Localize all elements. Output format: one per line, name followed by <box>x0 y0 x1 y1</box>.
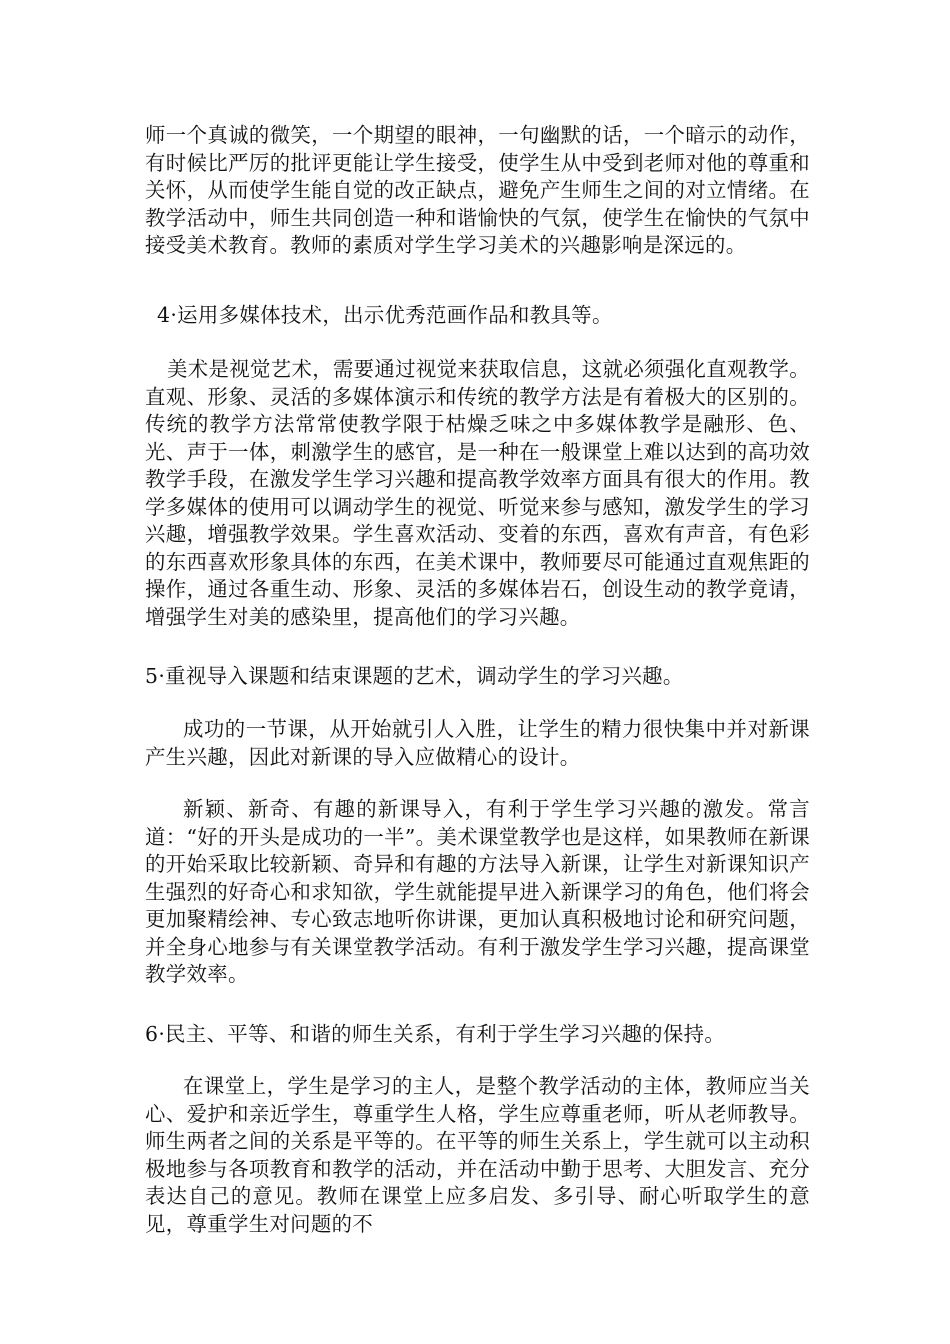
paragraph-relationship: 在课堂上，学生是学习的主人，是整个教学活动的主体，教师应当关心、爱护和亲近学生，尊重学生人格，学生应尊重老师，听从老师教导。师生两者之间的关系是平等的。在平等的师生关系上，学生就可以主动积极地参与各项教育和教学的活动，并在活动中勤于思考、大胆发言、充分表达自己的意见。教师在课堂上应多启发、多引导、耐心听取学生的意见，尊重学生对问题的不 <box>145 1074 810 1236</box>
paragraph-lesson-start: 成功的一节课，从开始就引人入胜，让学生的精力很快集中并对新课产生兴趣，因此对新课的导入应做精心的设计。 <box>145 717 810 769</box>
section-heading-5: 5·重视导入课题和结束课题的艺术，调动学生的学习兴趣。 <box>145 664 684 688</box>
section-heading-4: 4·运用多媒体技术，出示优秀范画作品和教具等。 <box>157 303 613 327</box>
paragraph-multimedia: 美术是视觉艺术，需要通过视觉来获取信息，这就必须强化直观教学。直观、形象、灵活的多媒体演示和传统的教学方法是有着极大的区别的。传统的教学方法常常使教学限于枯燥乏味之中多媒体教学是融形、色、光、声于一体，刺激学生的感官，是一种在一般课堂上难以达到的高功效教学手段，在激发学生学习兴趣和提高教学效率方面具有很大的作用。教学多媒体的使用可以调动学生的视觉、听觉来参与感知，激发学生的学习兴趣，增强教学效果。学生喜欢活动、变着的东西，喜欢有声音，有色彩的东西喜欢形象具体的东西，在美术课中，教师要尽可能通过直观焦距的操作，通过各重生动、形象、灵活的多媒体岩石，创设生动的教学竟请，增强学生对美的感染里，提高他们的学习兴趣。 <box>145 357 810 629</box>
paragraph-lesson-intro: 新颖、新奇、有趣的新课导入，有利于学生学习兴趣的激发。常言道：“好的开头是成功的一半”。美术课堂教学也是这样，如果教师在新课的开始采取比较新颖、奇异和有趣的方法导入新课，让学生对新课知识产生强烈的好奇心和求知欲，学生就能提早进入新课学习的角色，他们将会更加聚精绘神、专心致志地听你讲课，更加认真积极地讨论和研究问题，并全身心地参与有关课堂教学活动。有利于激发学生学习兴趣，提高课堂教学效率。 <box>145 797 810 986</box>
paragraph-continued: 师一个真诚的微笑，一个期望的眼神，一句幽默的话，一个暗示的动作，有时候比严厉的批评更能让学生接受，使学生从中受到老师对他的尊重和关怀，从而使学生能自觉的改正缺点，避免产生师生之间的对立情绪。在教学活动中，师生共同创造一种和谐愉快的气氛，使学生在愉快的气氛中接受美术教育。教师的素质对学生学习美术的兴趣影响是深远的。 <box>145 123 810 257</box>
section-heading-6: 6·民主、平等、和谐的师生关系，有利于学生学习兴趣的保持。 <box>145 1022 726 1046</box>
